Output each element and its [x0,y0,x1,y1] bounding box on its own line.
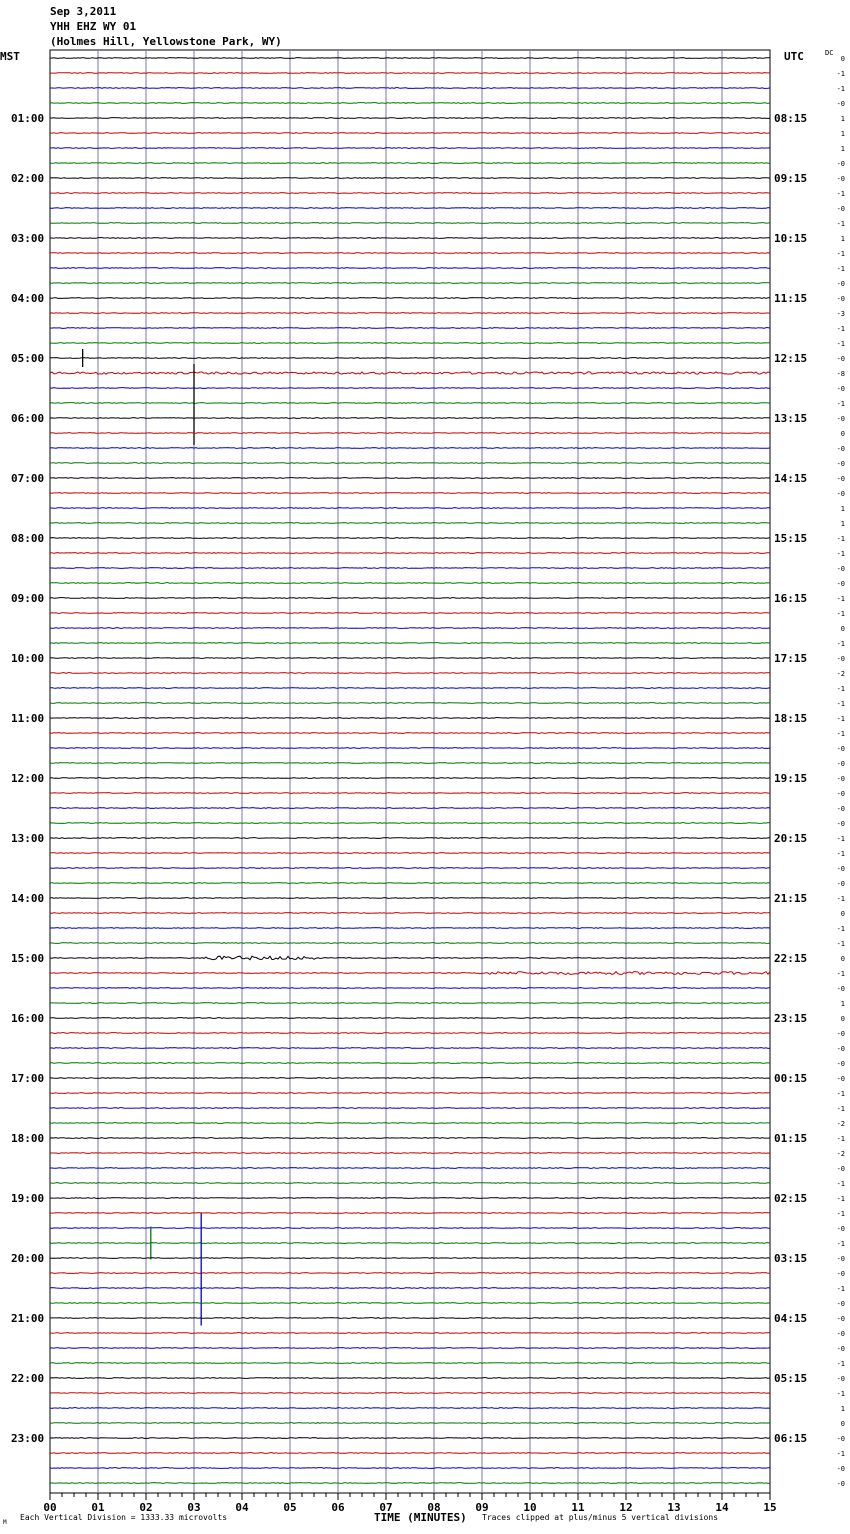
trace-line [50,358,770,359]
x-tick-label: 01 [91,1501,105,1514]
right-hour-label: 12:15 [774,352,808,365]
trace-line [50,268,770,269]
dc-offset-value: -0 [836,415,845,423]
dc-offset-value: -2 [836,1150,845,1158]
plot-frame [50,50,770,1493]
dc-offset-value: -1 [836,1195,845,1203]
dc-offset-value: 1 [840,130,845,138]
right-hour-label: 05:15 [774,1372,808,1385]
left-hour-label: 12:00 [11,772,45,785]
dc-offset-value: -8 [836,370,845,378]
left-hour-label: 02:00 [11,172,45,185]
dc-offset-value: -1 [836,925,845,933]
dc-offset-value: -1 [836,85,845,93]
trace-line [50,733,770,734]
trace-line [50,328,770,329]
trace-line [50,1393,770,1394]
trace-line [50,223,770,224]
dc-offset-value: -1 [836,1210,845,1218]
dc-offset-value: -0 [836,1060,845,1068]
dc-offset-value: -0 [836,1045,845,1053]
dc-offset-value: -1 [836,1105,845,1113]
trace-line [50,1228,770,1229]
left-hour-label: 21:00 [11,1312,45,1325]
trace-line [50,838,770,839]
right-hour-label: 10:15 [774,232,808,245]
dc-offset-value: -1 [836,265,845,273]
trace-line [50,1153,770,1154]
dc-offset-value: -0 [836,1075,845,1083]
left-timezone-label: MST [0,50,20,63]
dc-offset-value: 1 [840,520,845,528]
left-hour-label: 16:00 [11,1012,45,1025]
trace-line [50,1348,770,1349]
dc-offset-value: -0 [836,1465,845,1473]
trace-line [50,1288,770,1289]
dc-offset-value: -0 [836,790,845,798]
dc-offset-value: -0 [836,175,845,183]
trace-line [50,298,770,299]
trace-line [50,403,770,404]
dc-offset-value: -1 [836,1285,845,1293]
trace-line [50,658,770,659]
left-hour-label: 03:00 [11,232,45,245]
dc-offset-value: -1 [836,400,845,408]
right-hour-label: 03:15 [774,1252,808,1265]
dc-offset-value: -0 [836,1345,845,1353]
right-hour-label: 21:15 [774,892,808,905]
right-hour-label: 16:15 [774,592,808,605]
right-hour-label: 02:15 [774,1192,808,1205]
trace-line [50,868,770,869]
trace-line [50,1378,770,1379]
dc-offset-value: -1 [836,970,845,978]
dc-offset-value: 0 [840,1015,845,1023]
trace-line [50,1183,770,1184]
trace-line [50,1243,770,1244]
trace-line [50,988,770,989]
trace-line [50,553,770,554]
dc-offset-value: -2 [836,670,845,678]
trace-line [50,956,770,960]
trace-line [50,748,770,749]
left-hour-label: 23:00 [11,1432,45,1445]
trace-line [50,433,770,434]
trace-line [50,913,770,914]
dc-offset-value: 0 [840,910,845,918]
dc-offset-value: -1 [836,640,845,648]
dc-offset-value: -1 [836,835,845,843]
trace-line [50,808,770,809]
trace-line [50,1198,770,1199]
left-hour-label: 01:00 [11,112,45,125]
dc-offset-value: -0 [836,880,845,888]
x-tick-label: 07 [379,1501,393,1514]
trace-line [50,972,770,975]
dc-offset-value: -1 [836,685,845,693]
dc-offset-value: -1 [836,730,845,738]
dc-offset-value: -0 [836,205,845,213]
dc-offset-value: -1 [836,850,845,858]
trace-line [50,1303,770,1304]
dc-offset-value: -0 [836,1435,845,1443]
left-hour-label: 08:00 [11,532,45,545]
trace-line [50,73,770,74]
dc-offset-value: -0 [836,160,845,168]
trace-line [50,88,770,89]
trace-line [50,1018,770,1019]
dc-offset-value: 0 [840,430,845,438]
right-hour-label: 18:15 [774,712,808,725]
left-hour-label: 13:00 [11,832,45,845]
dc-offset-value: -0 [836,100,845,108]
right-hour-label: 00:15 [774,1072,808,1085]
trace-line [50,1078,770,1079]
right-hour-label: 13:15 [774,412,808,425]
dc-offset-value: -0 [836,805,845,813]
dc-offset-value: 1 [840,1405,845,1413]
dc-offset-value: -0 [836,1315,845,1323]
trace-line [50,628,770,629]
x-tick-label: 09 [475,1501,489,1514]
x-tick-label: 03 [187,1501,201,1514]
x-tick-label: 00 [43,1501,57,1514]
dc-offset-value: -0 [836,580,845,588]
dc-offset-value: -1 [836,1450,845,1458]
trace-line [50,1168,770,1169]
left-hour-label: 15:00 [11,952,45,965]
trace-line [50,343,770,344]
dc-offset-value: -1 [836,715,845,723]
trace-line [50,283,770,284]
scale-note: Each Vertical Division = 1333.33 microvolts [20,1513,228,1522]
trace-line [50,133,770,134]
trace-line [50,1108,770,1109]
trace-line [50,1138,770,1139]
dc-offset-value: -3 [836,310,845,318]
dc-offset-value: -1 [836,1240,845,1248]
trace-line [50,148,770,149]
left-hour-label: 09:00 [11,592,45,605]
trace-line [50,673,770,674]
trace-line [50,1123,770,1124]
dc-offset-value: -0 [836,355,845,363]
trace-line [50,1258,770,1259]
dc-offset-value: -1 [836,550,845,558]
dc-offset-value: -1 [836,1390,845,1398]
trace-line [50,163,770,164]
dc-offset-value: 1 [840,505,845,513]
trace-line [50,583,770,584]
dc-offset-value: -0 [836,280,845,288]
dc-offset-value: 1 [840,115,845,123]
dc-offset-value: -1 [836,1135,845,1143]
dc-offset-value: -0 [836,460,845,468]
trace-line [50,763,770,764]
right-hour-label: 08:15 [774,112,808,125]
dc-offset-value: -0 [836,490,845,498]
dc-offset-value: -0 [836,565,845,573]
trace-line [50,778,770,779]
dc-offset-value: -0 [836,1480,845,1488]
dc-offset-value: -0 [836,1270,845,1278]
trace-line [50,238,770,239]
trace-line [50,1363,770,1364]
x-tick-label: 12 [619,1501,633,1514]
trace-line [50,568,770,569]
dc-offset-value: 1 [840,1000,845,1008]
dc-offset-value: -1 [836,1180,845,1188]
dc-header-label: DC [825,49,834,57]
trace-line [50,253,770,254]
dc-offset-value: -1 [836,1360,845,1368]
x-axis-title: TIME (MINUTES) [374,1511,467,1524]
dc-offset-value: -0 [836,1165,845,1173]
right-hour-label: 11:15 [774,292,808,305]
left-hour-label: 18:00 [11,1132,45,1145]
trace-line [50,1318,770,1319]
trace-line [50,103,770,104]
dc-offset-value: -1 [836,325,845,333]
dc-offset-value: 0 [840,1420,845,1428]
right-hour-label: 15:15 [774,532,808,545]
x-tick-label: 10 [523,1501,537,1514]
x-tick-label: 04 [235,1501,249,1514]
dc-offset-value: -1 [836,535,845,543]
trace-line [50,1033,770,1034]
trace-line [50,793,770,794]
right-hour-label: 09:15 [774,172,808,185]
trace-line [50,313,770,314]
dc-offset-value: 0 [840,955,845,963]
dc-offset-value: -1 [836,1090,845,1098]
trace-line [50,388,770,389]
dc-offset-value: -0 [836,1375,845,1383]
left-hour-label: 19:00 [11,1192,45,1205]
trace-line [50,463,770,464]
trace-line [50,823,770,824]
dc-offset-value: -0 [836,1300,845,1308]
right-hour-label: 14:15 [774,472,808,485]
trace-line [50,448,770,449]
trace-line [50,688,770,689]
clip-note: Traces clipped at plus/minus 5 vertical divisions [482,1513,719,1522]
x-tick-label: 14 [715,1501,729,1514]
left-hour-label: 22:00 [11,1372,45,1385]
trace-line [50,1453,770,1454]
left-hour-label: 20:00 [11,1252,45,1265]
dc-offset-value: -0 [836,1255,845,1263]
x-tick-label: 15 [763,1501,777,1514]
right-hour-label: 04:15 [774,1312,808,1325]
x-tick-label: 08 [427,1501,441,1514]
dc-offset-value: -1 [836,895,845,903]
trace-line [50,208,770,209]
dc-offset-value: -0 [836,985,845,993]
dc-offset-value: -0 [836,745,845,753]
trace-line [50,1213,770,1214]
trace-line [50,118,770,119]
trace-line [50,538,770,539]
right-hour-label: 19:15 [774,772,808,785]
left-hour-label: 04:00 [11,292,45,305]
trace-line [50,418,770,419]
dc-offset-value: -0 [836,820,845,828]
dc-offset-value: -2 [836,1120,845,1128]
trace-line [50,853,770,854]
dc-offset-value: -1 [836,610,845,618]
left-hour-label: 17:00 [11,1072,45,1085]
right-hour-label: 22:15 [774,952,808,965]
trace-line [50,372,770,374]
trace-line [50,1483,770,1484]
dc-offset-value: 0 [840,625,845,633]
trace-line [50,643,770,644]
trace-line [50,1093,770,1094]
dc-offset-value: -0 [836,655,845,663]
trace-line [50,523,770,524]
trace-line [50,1003,770,1004]
trace-line [50,58,770,59]
trace-line [50,898,770,899]
trace-line [50,928,770,929]
dc-offset-value: -0 [836,760,845,768]
trace-line [50,1408,770,1409]
dc-offset-value: -0 [836,295,845,303]
left-hour-label: 14:00 [11,892,45,905]
location-title: (Holmes Hill, Yellowstone Park, WY) [50,35,282,48]
dc-offset-value: -1 [836,940,845,948]
x-tick-label: 11 [571,1501,585,1514]
trace-line [50,943,770,944]
dc-offset-value: -0 [836,1225,845,1233]
right-timezone-label: UTC [784,50,804,63]
left-hour-label: 06:00 [11,412,45,425]
dc-offset-value: -1 [836,190,845,198]
left-hour-label: 11:00 [11,712,45,725]
trace-line [50,598,770,599]
x-tick-label: 06 [331,1501,345,1514]
dc-offset-value: 1 [840,235,845,243]
right-hour-label: 17:15 [774,652,808,665]
dc-offset-value: -1 [836,340,845,348]
dc-offset-value: -0 [836,775,845,783]
left-hour-label: 07:00 [11,472,45,485]
dc-offset-value: 0 [840,55,845,63]
dc-offset-value: -0 [836,865,845,873]
right-hour-label: 23:15 [774,1012,808,1025]
trace-line [50,1048,770,1049]
trace-line [50,478,770,479]
x-tick-label: 05 [283,1501,297,1514]
trace-line [50,1333,770,1334]
dc-offset-value: -0 [836,385,845,393]
dc-offset-value: 1 [840,145,845,153]
trace-line [50,193,770,194]
right-hour-label: 20:15 [774,832,808,845]
trace-line [50,1273,770,1274]
dc-offset-value: -0 [836,475,845,483]
trace-line [50,1468,770,1469]
dc-offset-value: -0 [836,445,845,453]
trace-line [50,883,770,884]
dc-offset-value: -1 [836,220,845,228]
trace-line [50,1438,770,1439]
trace-line [50,1063,770,1064]
dc-offset-value: -0 [836,1330,845,1338]
trace-line [50,493,770,494]
dc-offset-value: -1 [836,700,845,708]
right-hour-label: 06:15 [774,1432,808,1445]
left-hour-label: 10:00 [11,652,45,665]
corner-mark: M [3,1519,7,1526]
trace-line [50,703,770,704]
dc-offset-value: -1 [836,595,845,603]
trace-line [50,178,770,179]
trace-line [50,613,770,614]
dc-offset-value: -0 [836,1030,845,1038]
station-title: YHH EHZ WY 01 [50,20,137,33]
trace-line [50,1423,770,1424]
x-tick-label: 02 [139,1501,153,1514]
date-title: Sep 3,2011 [50,5,117,18]
x-tick-label: 13 [667,1501,681,1514]
dc-offset-value: -1 [836,250,845,258]
trace-line [50,718,770,719]
left-hour-label: 05:00 [11,352,45,365]
trace-line [50,508,770,509]
right-hour-label: 01:15 [774,1132,808,1145]
dc-offset-value: -1 [836,70,845,78]
